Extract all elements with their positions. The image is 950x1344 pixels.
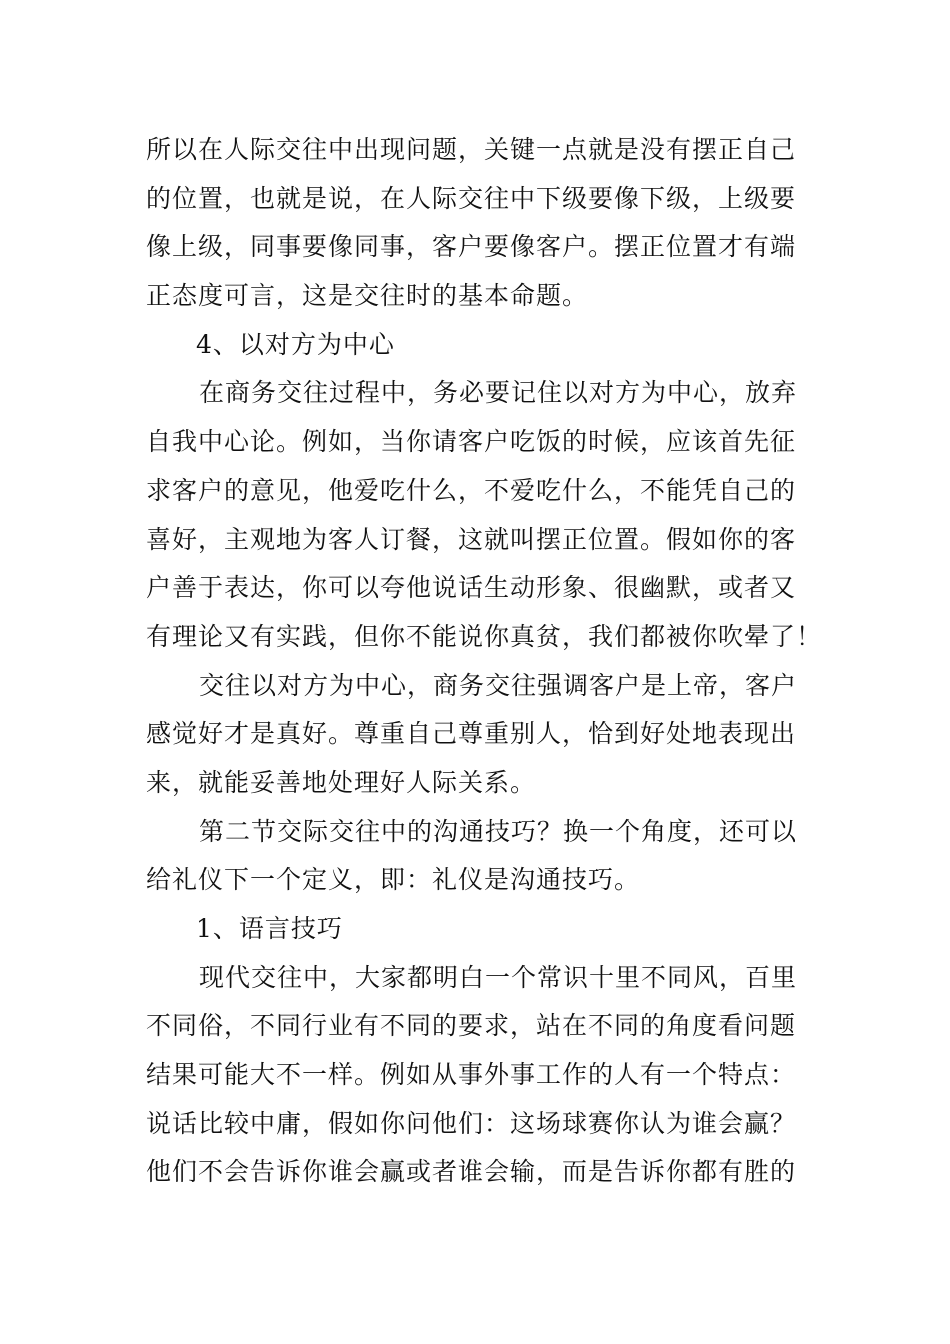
- text-line: 像上级，同事要像同事，客户要像客户。摆正位置才有端: [146, 232, 797, 262]
- text-line: 的位置，也就是说，在人际交往中下级要像下级，上级要: [146, 183, 797, 213]
- paragraph-first-line: 交往以对方为中心，商务交往强调客户是上帝，客户: [199, 670, 798, 700]
- text-line: 喜好，主观地为客人订餐，这就叫摆正位置。假如你的客: [146, 524, 797, 554]
- text-line: 有理论又有实践，但你不能说你真贫，我们都被你吹晕了！: [146, 621, 823, 651]
- text-line: 感觉好才是真好。尊重自己尊重别人，恰到好处地表现出: [146, 719, 797, 749]
- text-line: 结果可能大不一样。例如从事外事工作的人有一个特点：: [146, 1060, 797, 1090]
- paragraph-first-line: 现代交往中，大家都明白一个常识十里不同风，百里: [199, 962, 798, 992]
- text-line: 正态度可言，这是交往时的基本命题。: [146, 281, 589, 311]
- text-line: 来，就能妥善地处理好人际关系。: [146, 767, 537, 797]
- paragraph-first-line: 第二节交际交往中的沟通技巧？换一个角度，还可以: [199, 816, 798, 846]
- section-heading: 4、以对方为中心: [196, 329, 395, 359]
- text-line: 求客户的意见，他爱吃什么，不爱吃什么，不能凭自己的: [146, 475, 797, 505]
- text-line: 户善于表达，你可以夸他说话生动形象、很幽默，或者又: [146, 573, 797, 603]
- section-heading: 1、语言技巧: [196, 914, 343, 943]
- document-page: [146, 126, 823, 1197]
- paragraph-first-line: 在商务交往过程中，务必要记住以对方为中心，放弃: [199, 378, 798, 408]
- text-line: 不同俗，不同行业有不同的要求，站在不同的角度看问题: [146, 1011, 797, 1041]
- text-line: 所以在人际交往中出现问题，关键一点就是没有摆正自己: [146, 135, 797, 164]
- text-line: 自我中心论。例如，当你请客户吃饭的时候，应该首先征: [146, 427, 797, 457]
- text-line: 给礼仪下一个定义，即：礼仪是沟通技巧。: [146, 865, 641, 895]
- text-line: 他们不会告诉你谁会赢或者谁会输，而是告诉你都有胜的: [146, 1157, 797, 1187]
- text-line: 说话比较中庸，假如你问他们：这场球赛你认为谁会赢？: [146, 1108, 797, 1138]
